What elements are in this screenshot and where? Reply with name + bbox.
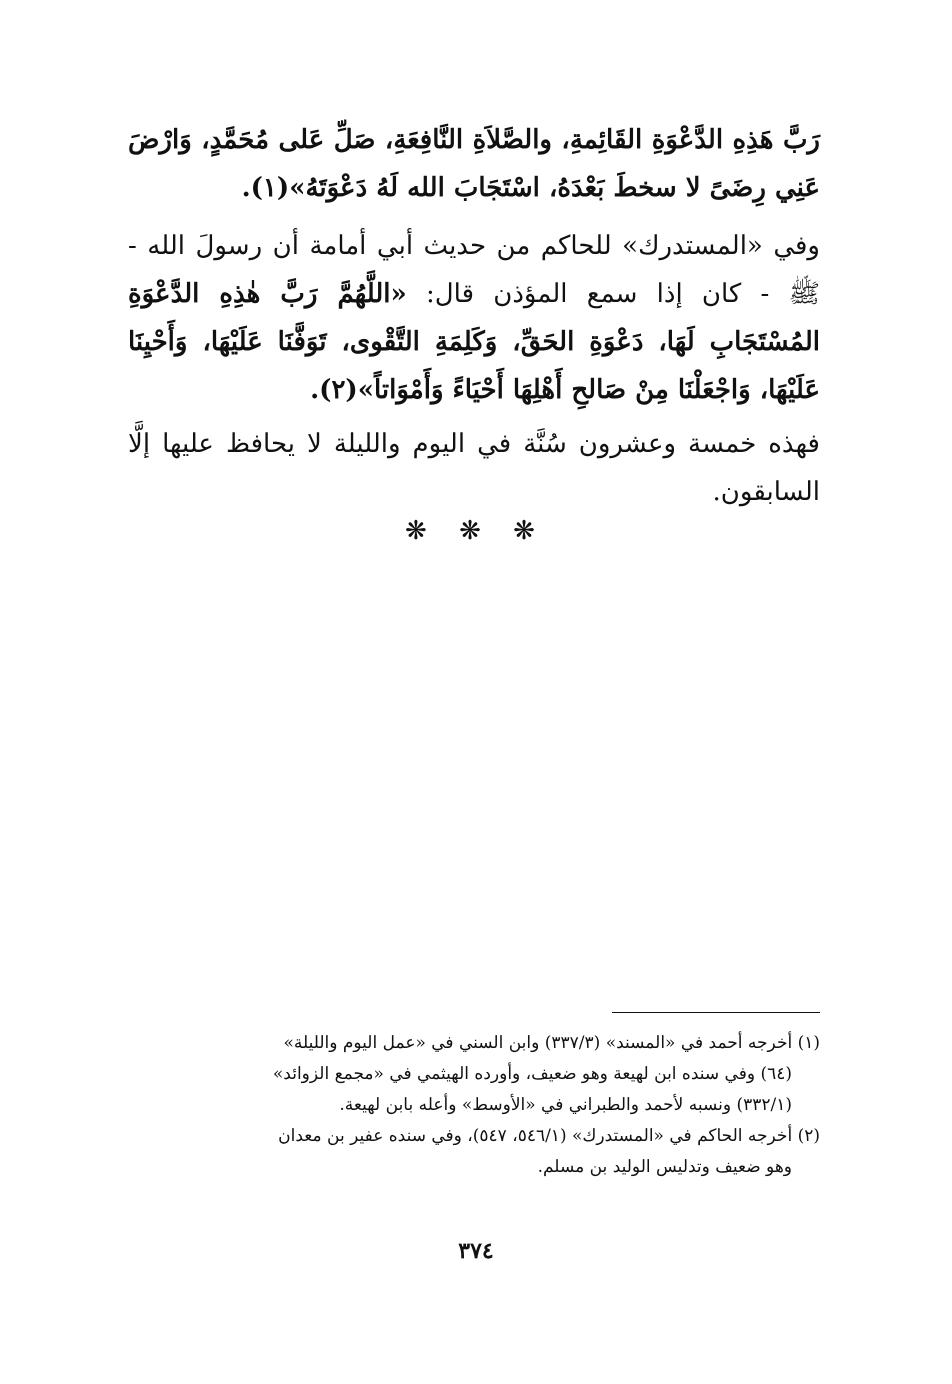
footnote-1-line-3: (٣٣٢/١) ونسبه لأحمد والطبراني في «الأوسط» وأعله بابن لهيعة. (339, 1095, 792, 1115)
footnote-1-line-1: (١) أخرجه أحمد في «المسند» (٣٣٧/٣) وابن السني في «عمل اليوم والليلة» (283, 1033, 820, 1053)
footnote-divider (612, 1012, 820, 1013)
hadith-quote-text: «اللَّهُمَّ رَبَّ هٰذِهِ الدَّعْوَةِ المُسْتَجَابِ لَهَا، دَعْوَةِ الحَقِّ، وَكَلِمَةِ التَّقْوى، تَوَفَّنَا عَلَيْهَا، وَأَحْيِنَا عَلَيْهَا، وَاجْعَلْنَا مِنْ صَالحِ أَهْلِهَا أَحْيَاءً وَأَمْوَاتاً»(٢). (128, 279, 820, 405)
section-separator: ❋ ❋ ❋ (405, 516, 547, 546)
footnote-2-line-1: (٢) أخرجه الحاكم في «المستدرك» (٥٤٦/١، ٥٤٧)، وفي سنده عفير بن معدان (278, 1126, 820, 1146)
dua-paragraph: رَبَّ هَذِهِ الدَّعْوَةِ القَائِمةِ، والصَّلاَةِ النَّافِعَةِ، صَلِّ عَلى مُحَمَّدٍ، وَارْضَ عَنِي رِضَىً لا سخطَ بَعْدَهُ، اسْتَجَابَ الله لَهُ دَعْوَتَهُ»(١). (128, 125, 820, 203)
footnote-1-line-2: (٦٤) وفي سنده ابن لهيعة وهو ضعيف، وأورده الهيثمي في «مجمع الزوائد» (272, 1064, 792, 1084)
footnote-2-line-2: وهو ضعيف وتدليس الوليد بن مسلم. (537, 1157, 792, 1177)
page-number: ٣٧٤ (458, 1238, 494, 1264)
summary-paragraph: فهذه خمسة وعشرون سُنَّة في اليوم والليلة لا يحافظ عليها إلَّا السابقون. (128, 429, 820, 507)
hadith-intro-text: وفي «المستدرك» للحاكم من حديث أبي أمامة أن رسولَ الله - ﷺ - كان إذا سمع المؤذن قال: (128, 231, 820, 309)
footnotes (128, 1028, 820, 1183)
hadith-paragraph (128, 222, 820, 414)
